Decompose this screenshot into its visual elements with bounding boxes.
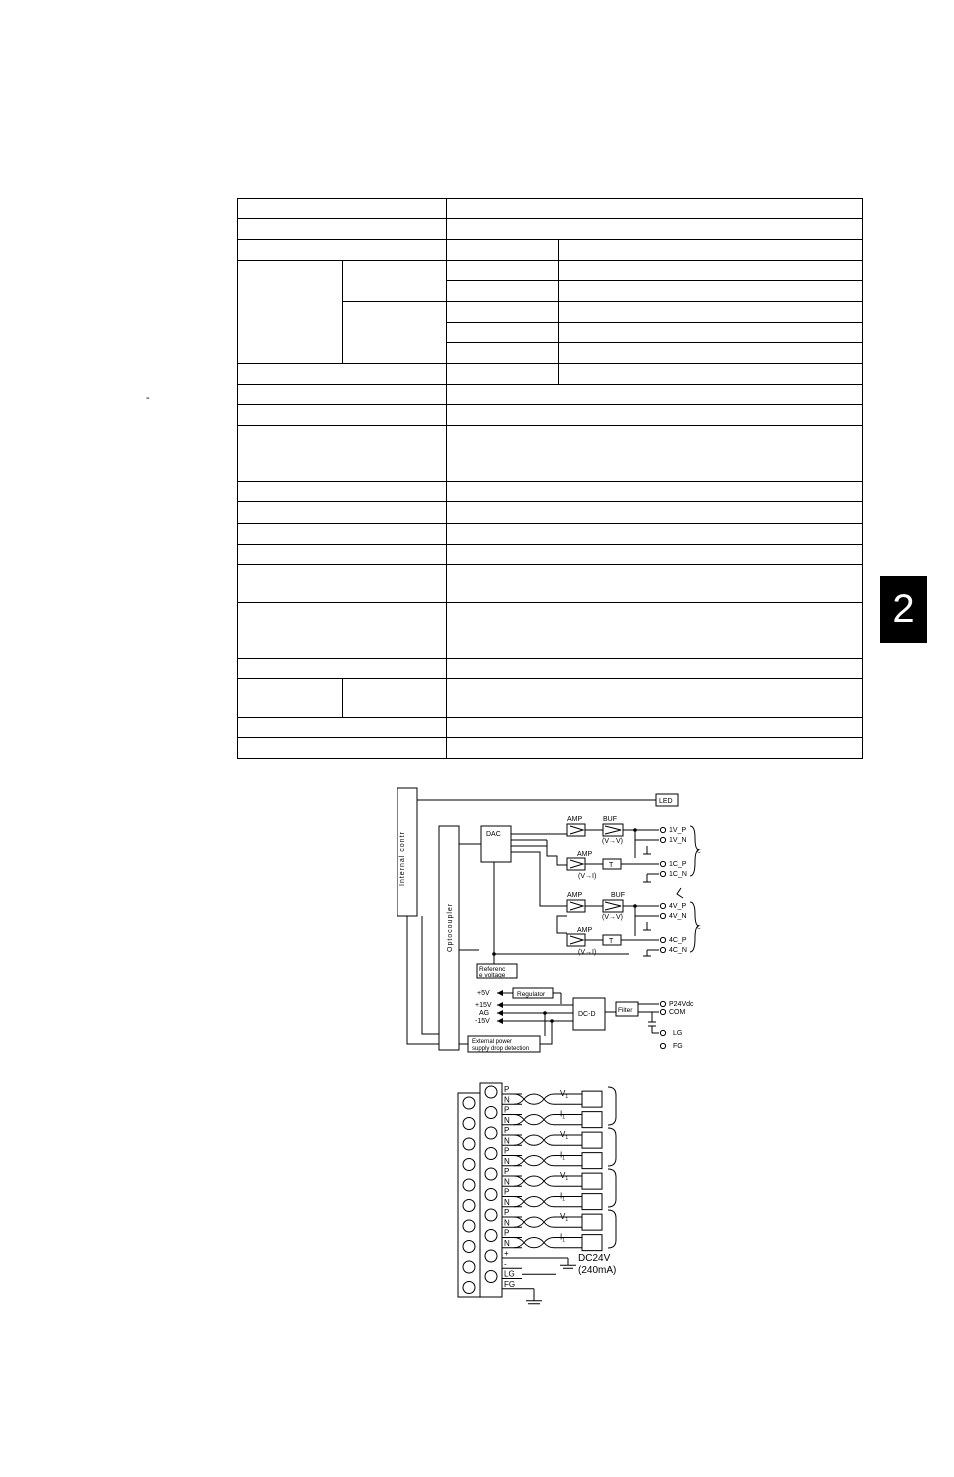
brace-label: C (697, 849, 701, 855)
terminal-screw (463, 1159, 475, 1171)
load-box (582, 1132, 602, 1148)
pin-label: P (504, 1187, 510, 1197)
pin-label: N (504, 1238, 510, 1248)
table-row (238, 405, 863, 426)
channel-label: $I_1$ (560, 1232, 566, 1244)
plus-5v-label: +5V (477, 990, 490, 997)
terminal-screw (463, 1179, 475, 1191)
table-cell (238, 405, 447, 426)
table-cell (343, 678, 447, 717)
table-cell (447, 737, 863, 758)
v-to-v-label: (V→V) (602, 914, 623, 921)
p24vdc-label: P24Vdc (669, 1001, 694, 1008)
table-cell (238, 678, 343, 717)
table-cell (238, 385, 447, 405)
dc-dc-label: DC-D (578, 1011, 596, 1018)
channel-label: $I_1$ (560, 1191, 566, 1203)
table-row (238, 737, 863, 758)
com-label: COM (669, 1009, 686, 1016)
terminal-screw (463, 1200, 475, 1212)
filter-label: Filter (618, 1007, 633, 1014)
terminal-screw (485, 1250, 497, 1262)
block-diagram (397, 786, 707, 1056)
table-row (238, 199, 863, 219)
channel-label: $V_1$ (560, 1212, 569, 1223)
table-cell (447, 302, 559, 323)
load-box (582, 1112, 602, 1128)
terminal-screw (463, 1220, 475, 1232)
table-row (238, 564, 863, 602)
amp-label: AMP (567, 892, 583, 899)
chapter-tab: 2 (880, 576, 927, 643)
table-cell (559, 343, 863, 364)
amp-label: AMP (577, 927, 593, 934)
table-cell (559, 281, 863, 302)
pin-label: N (504, 1136, 510, 1146)
table-cell (447, 219, 863, 240)
table-row (238, 261, 863, 281)
terminal-screw (485, 1168, 497, 1180)
t-label: T (609, 938, 614, 945)
table-cell (238, 658, 447, 678)
table-cell (238, 602, 447, 658)
table-cell (447, 602, 863, 658)
table-cell (343, 261, 447, 302)
amp-label: AMP (567, 816, 583, 823)
terminal-1c-p: 1C_P (669, 861, 687, 868)
table-cell (447, 523, 863, 544)
supply-label: DC24V (578, 1253, 611, 1264)
pin-label: N (504, 1177, 510, 1187)
brace-label: C (697, 925, 701, 931)
spec-table (237, 198, 863, 759)
channel-label: $V_1$ (560, 1171, 569, 1182)
pin-label: - (504, 1259, 507, 1269)
load-box (582, 1173, 602, 1189)
table-cell (559, 364, 863, 385)
table-row (238, 240, 863, 261)
table-cell (447, 544, 863, 564)
terminal-screw (463, 1097, 475, 1109)
channel-brace (608, 1169, 616, 1207)
channel-label: $V_1$ (560, 1089, 569, 1100)
terminal-4c-p: 4C_P (669, 937, 687, 944)
channel-label: $V_1$ (560, 1130, 569, 1141)
channel-label: $I_1$ (560, 1109, 566, 1121)
table-row (238, 658, 863, 678)
table-row (238, 544, 863, 564)
table-cell (447, 564, 863, 602)
table-cell (559, 323, 863, 343)
table-cell (238, 426, 447, 482)
pin-label: N (504, 1115, 510, 1125)
terminal-screw (485, 1107, 497, 1119)
terminal-4v-n: 4V_N (669, 913, 687, 920)
table-cell (447, 658, 863, 678)
optocoupler-label: Optocoupler (447, 902, 454, 952)
table-cell (447, 281, 559, 302)
table-cell (238, 717, 447, 737)
terminal-screw (485, 1127, 497, 1139)
table-cell (238, 364, 447, 385)
table-cell (238, 240, 447, 261)
terminal-screw (463, 1241, 475, 1253)
table-cell (447, 364, 559, 385)
minus-15v-label: -15V (475, 1018, 490, 1025)
pin-label: N (504, 1156, 510, 1166)
load-box (582, 1091, 602, 1107)
table-cell (447, 405, 863, 426)
table-cell (238, 564, 447, 602)
buf-label: BUF (603, 816, 617, 823)
table-cell (447, 343, 559, 364)
ext-power-label: External power (472, 1039, 513, 1045)
table-cell (447, 426, 863, 482)
buf-label: BUF (611, 892, 625, 899)
lg-label: LG (673, 1030, 683, 1037)
margin-mark: - (146, 392, 150, 404)
v-to-i-label: (V→I) (578, 873, 597, 880)
table-cell (238, 544, 447, 564)
channel-label: $I_1$ (560, 1150, 566, 1162)
pin-label: P (504, 1126, 510, 1135)
terminal-screw (463, 1138, 475, 1150)
terminal-1v-n: 1V_N (669, 837, 687, 844)
pin-label: P (504, 1085, 510, 1094)
table-cell (238, 199, 447, 219)
table-cell (238, 219, 447, 240)
regulator-label: Regulator (517, 991, 546, 998)
table-cell (238, 261, 343, 364)
table-row (238, 385, 863, 405)
table-cell (447, 385, 863, 405)
table-cell (343, 302, 447, 364)
load-box (582, 1194, 602, 1210)
pin-label: LG (504, 1269, 515, 1279)
terminal-block-right (480, 1083, 502, 1297)
terminal-4v-p: 4V_P (669, 903, 687, 910)
table-cell (447, 323, 559, 343)
table-cell (559, 302, 863, 323)
table-row (238, 523, 863, 544)
table-cell (447, 502, 863, 523)
table-cell (238, 737, 447, 758)
table-row (238, 364, 863, 385)
channel-brace (608, 1087, 616, 1125)
table-row (238, 717, 863, 737)
table-cell (238, 523, 447, 544)
channel-brace (608, 1128, 616, 1166)
ag-label: AG (479, 1010, 490, 1017)
pin-label: N (504, 1197, 510, 1207)
pin-label: P (504, 1105, 510, 1115)
table-row (238, 502, 863, 523)
table-cell (238, 482, 447, 502)
table-cell (238, 502, 447, 523)
channel-brace (608, 1210, 616, 1248)
pin-label: N (504, 1095, 510, 1105)
table-row (238, 678, 863, 717)
terminal-screw (485, 1230, 497, 1242)
load-box (582, 1214, 602, 1230)
terminal-screw (463, 1282, 475, 1294)
table-cell (447, 717, 863, 737)
led-label: LED (659, 798, 673, 805)
table-cell (447, 199, 863, 219)
v-to-v-label: (V→V) (602, 838, 623, 845)
table-row (238, 426, 863, 482)
table-cell (447, 482, 863, 502)
pin-label: P (504, 1208, 510, 1217)
load-box (582, 1235, 602, 1251)
internal-control-label: Internal contr (399, 831, 406, 886)
table-row (238, 602, 863, 658)
amp-label: AMP (577, 851, 593, 858)
wiring-diagram (456, 1081, 626, 1305)
pin-label: FG (504, 1279, 516, 1289)
plus-15v-label: +15V (475, 1002, 492, 1009)
table-row (238, 482, 863, 502)
pin-label: P (504, 1167, 510, 1176)
table-cell (447, 240, 559, 261)
table-cell (447, 261, 559, 281)
table-cell (447, 678, 863, 717)
dac-label: DAC (486, 831, 501, 838)
fg-label: FG (673, 1043, 683, 1050)
table-row (238, 219, 863, 240)
terminal-screw (485, 1209, 497, 1221)
terminal-screw (485, 1148, 497, 1160)
terminal-screw (485, 1271, 497, 1283)
terminal-screw (485, 1189, 497, 1201)
pin-label: N (504, 1218, 510, 1228)
terminal-screw (485, 1086, 497, 1098)
pin-label: + (504, 1249, 509, 1258)
terminal-screw (463, 1118, 475, 1130)
terminal-1c-n: 1C_N (669, 871, 687, 878)
terminal-block-left (458, 1093, 480, 1297)
table-cell (559, 261, 863, 281)
pin-label: P (504, 1146, 510, 1156)
terminal-1v-p: 1V_P (669, 827, 687, 834)
load-box (582, 1153, 602, 1169)
table-cell (559, 240, 863, 261)
terminal-4c-n: 4C_N (669, 947, 687, 954)
t-label: T (609, 862, 614, 869)
reference-voltage-label: e voltage (479, 972, 506, 979)
terminal-screw (463, 1261, 475, 1273)
v-to-i-label: (V→I) (578, 949, 597, 956)
pin-label: P (504, 1228, 510, 1238)
reference-voltage-label: Referenc (479, 966, 506, 973)
ext-power-label: supply drop detection (472, 1046, 530, 1052)
supply-current-label: (240mA) (578, 1265, 617, 1276)
